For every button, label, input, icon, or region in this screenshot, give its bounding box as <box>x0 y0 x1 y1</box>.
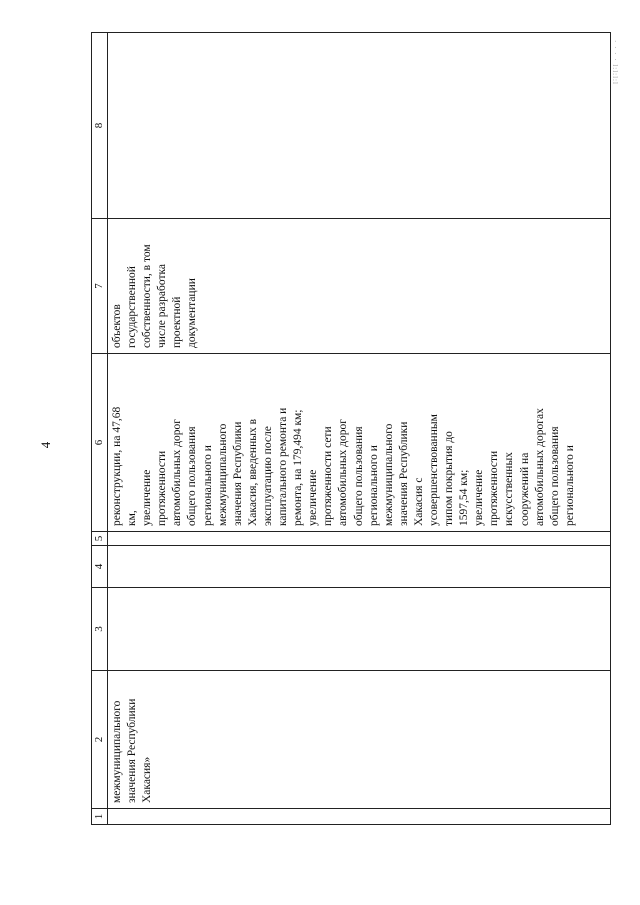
cell-text-line: капитального ремонта и <box>277 407 290 526</box>
cell-col-4 <box>108 546 611 588</box>
cell-text-line: автомобильных дорог <box>171 419 184 526</box>
cell-text-line: ремонта, на 179,494 км; <box>292 409 305 526</box>
cell-text-line: искусственных <box>503 452 516 526</box>
header-row <box>92 33 108 825</box>
cell-text-line: проектной <box>171 296 184 348</box>
cell-text-line: общего пользования <box>186 426 199 526</box>
page-number: 4 <box>38 441 53 449</box>
header-col-2: 2 <box>92 671 108 809</box>
cell-col-8 <box>108 33 611 219</box>
cell-text-line: протяженности <box>156 450 169 526</box>
cell-text-line: Хакасия, введенных в <box>246 418 259 526</box>
program-table <box>91 32 611 825</box>
cell-text-line: сооружений на <box>518 452 531 526</box>
cell-text-line: числе разработка <box>156 263 169 348</box>
cell-col-7 <box>108 219 611 354</box>
cell-text-line: межмуниципального <box>216 423 229 526</box>
cell-text-line: значения Республики <box>126 698 139 803</box>
cell-text-line: межмуниципального <box>111 700 123 803</box>
cell-text-line: типом покрытия до <box>443 431 456 526</box>
scan-stamp-mark: · · · · l:l:l:l <box>611 40 619 85</box>
cell-text-line: объектов <box>111 304 123 348</box>
cell-text-line: значения Республики <box>397 421 410 526</box>
cell-text-line: эксплуатацию после <box>261 426 274 526</box>
cell-text-line: протяженности <box>488 450 501 526</box>
header-col-8: 8 <box>92 33 108 219</box>
header-col-6: 6 <box>92 354 108 532</box>
cell-text-line: общего пользования <box>352 426 365 526</box>
cell-text-line: увеличение <box>307 469 320 526</box>
cell-text-line: регионального и <box>201 445 214 526</box>
cell-text-line: собственности, в том <box>141 244 154 348</box>
cell-text-line: общего пользования <box>548 426 561 526</box>
cell-text-line: межмуниципального <box>382 423 395 526</box>
cell-text-line: увеличение <box>141 469 154 526</box>
header-col-4: 4 <box>92 546 108 588</box>
cell-text-line: усовершенствованным <box>427 414 440 526</box>
table-row <box>108 33 611 825</box>
cell-text-line: регионального и <box>367 445 380 526</box>
cell-text-line: автомобильных дорогах <box>533 408 546 526</box>
header-col-7: 7 <box>92 219 108 354</box>
cell-text-line: Хакасия» <box>141 756 154 803</box>
cell-text-line: значения Республики <box>231 421 244 526</box>
cell-col-5 <box>108 532 611 546</box>
cell-text-line: увеличение <box>473 469 486 526</box>
cell-col-2 <box>108 671 611 809</box>
cell-col-6 <box>108 354 611 532</box>
cell-text-line: 1597,54 км; <box>458 469 471 526</box>
header-col-1: 1 <box>92 809 108 825</box>
cell-col-1 <box>108 809 611 825</box>
cell-text-line: км, <box>126 510 139 526</box>
header-col-3: 3 <box>92 588 108 671</box>
cell-text-line: государственной <box>126 266 139 348</box>
cell-text-line: документации <box>186 278 199 348</box>
cell-text-line: регионального и <box>563 445 576 526</box>
rotated-table-wrapper <box>91 33 611 825</box>
cell-text-line: протяженности сети <box>322 426 335 526</box>
cell-text-line: Хакасия с <box>412 477 425 526</box>
cell-text-line: реконструкции, на 47,68 <box>111 406 123 526</box>
cell-col-3 <box>108 588 611 671</box>
header-col-5: 5 <box>92 532 108 546</box>
cell-text-line: автомобильных дорог <box>337 419 350 526</box>
